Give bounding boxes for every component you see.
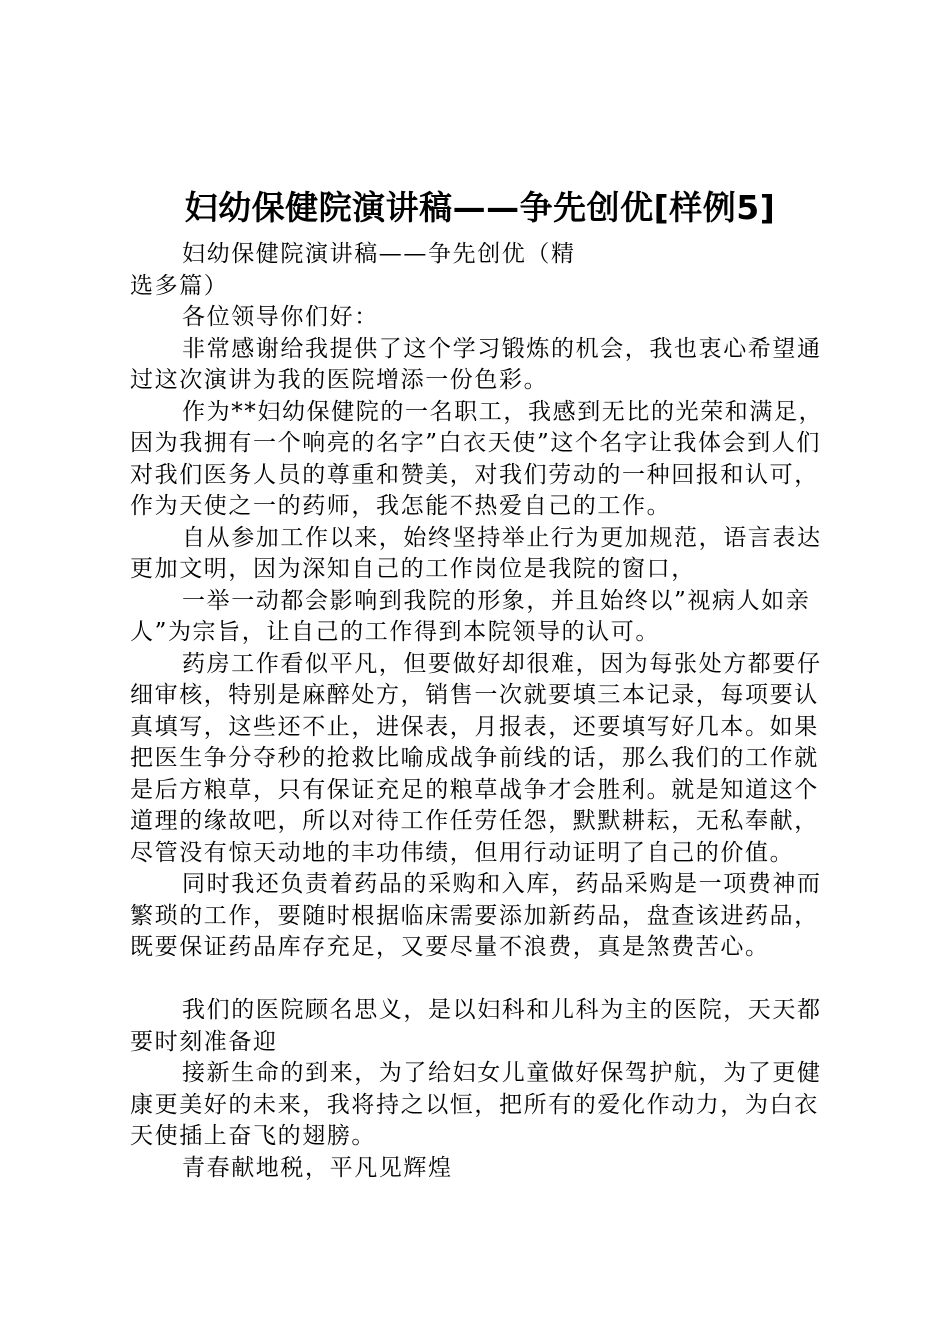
body-paragraph: 作为**妇幼保健院的一名职工，我感到无比的光荣和满足，因为我拥有一个响亮的名字”白衣天使”这个名字让我体会到人们对我们医务人员的尊重和赞美，对我们劳动的一种回报和认可，作为天使之一的药师，我怎能不热爱自己的工作。 bbox=[130, 398, 824, 519]
closing-paragraph: 青春献地税，平凡见辉煌 bbox=[182, 1154, 453, 1181]
greeting-paragraph: 各位领导你们好： bbox=[182, 304, 379, 330]
body-paragraph: 我们的医院顾名思义，是以妇科和儿科为主的医院，天天都要时刻准备迎 bbox=[130, 997, 822, 1055]
body-paragraph: 同时我还负责着药品的采购和入库，药品采购是一项费神而繁琐的工作，要随时根据临床需要添加新药品，盘查该进药品，既要保证药品库存充足，又要尽量不浪费，真是煞费苦心。 bbox=[130, 871, 822, 960]
body-paragraph: 药房工作看似平凡，但要做好却很难，因为每张处方都要仔细审核，特别是麻醉处方，销售一次就要填三本记录，每项要认真填写，这些还不止，进保表，月报表，还要填写好几本。如果把医生争分夺秒的抢救比喻成战争前线的话，那么我们的工作就是后方粮草，只有保证充足的粮草战争才会胜利。就是知道这个道理的缘故吧，所以对待工作任劳任怨，默默耕耘，无私奉献，尽管没有惊天动地的丰功伟绩，但用行动证明了自己的价值。 bbox=[130, 650, 822, 866]
document-body bbox=[130, 239, 835, 1184]
body-paragraph: 接新生命的到来，为了给妇女儿童做好保驾护航，为了更健康更美好的未来，我将持之以恒，把所有的爱化作动力，为白衣天使插上奋飞的翅膀。 bbox=[130, 1060, 822, 1149]
body-paragraph: 一举一动都会影响到我院的形象，并且始终以”视病人如亲人”为宗旨，让自己的工作得到本院领导的认可。 bbox=[130, 587, 811, 645]
document-title: 妇幼保健院演讲稿——争先创优[样例5] bbox=[184, 188, 776, 227]
body-paragraph: 非常感谢给我提供了这个学习锻炼的机会，我也衷心希望通过这次演讲为我的医院增添一份色彩。 bbox=[130, 335, 822, 393]
subtitle-paragraph: 妇幼保健院演讲稿——争先创优（精选多篇） bbox=[130, 241, 576, 299]
body-paragraph: 自从参加工作以来，始终坚持举止行为更加规范，语言表达更加文明，因为深知自己的工作岗位是我院的窗口， bbox=[130, 524, 822, 582]
